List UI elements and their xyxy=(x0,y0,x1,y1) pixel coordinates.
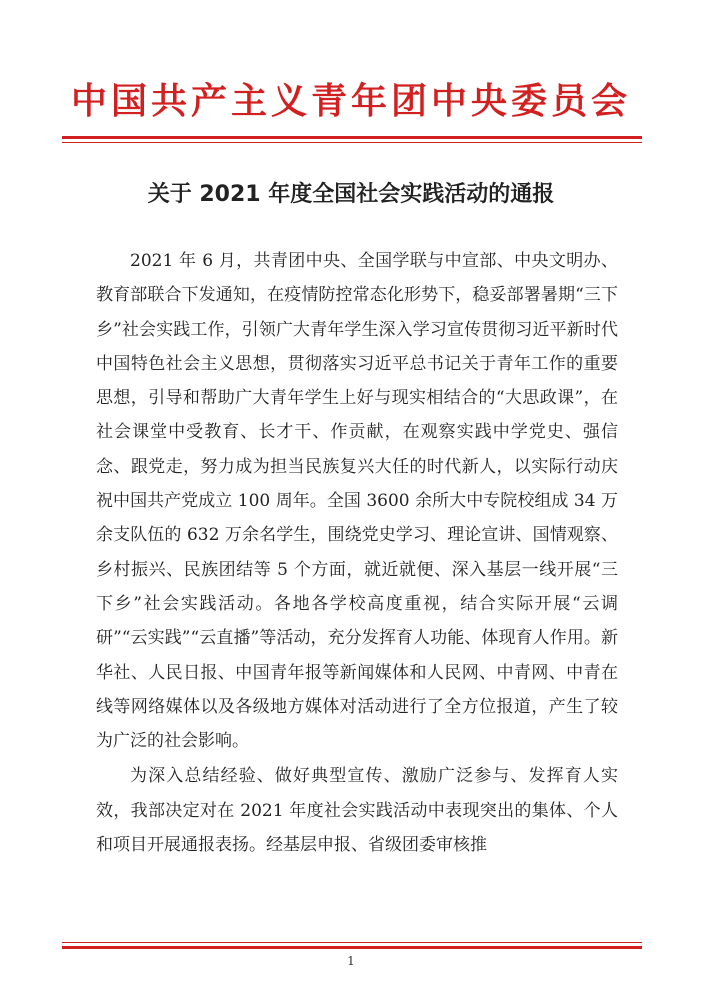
header-rule-thick xyxy=(62,136,642,139)
header-rule-thin xyxy=(62,142,642,143)
document-body xyxy=(96,244,618,863)
body-paragraph-2: 为深入总结经验、做好典型宣传、激励广泛参与、发挥育人实效，我部决定对在 2021 年度社会实践活动中表现突出的集体、个人和项目开展通报表扬。经基层申报、省级团委审核推 xyxy=(96,766,618,856)
document-title: 关于 2021 年度全国社会实践活动的通报 xyxy=(147,182,555,207)
header-organization-title: 中国共产主义青年团中央委员会 xyxy=(70,81,631,122)
footer-rule-thin xyxy=(62,942,642,943)
page-number: 1 xyxy=(347,954,355,968)
body-paragraph-1: 2021 年 6 月，共青团中央、全国学联与中宣部、中央文明办、教育部联合下发通知，在疫情防控常态化形势下，稳妥部署暑期“三下乡”社会实践工作，引领广大青年学生深入学习宣传贯彻习近平新时代中国特色社会主义思想，贯彻落实习近平总书记关于青年工作的重要思想，引导和帮助广大青年学生上好与现实相结合的“大思政课”，在社会课堂中受教育、长才干、作贡献，在观察实践中学党史、强信念、跟党走，努力成为担当民族复兴大任的时代新人，以实际行动庆祝中国共产党成立 100 周年。全国 3600 余所大中专院校组成 34 万余支队伍的 632 万余名学生，围绕党史学习、理论宣讲、国情观察、乡村振兴、民族团结等 5 个方面，就近就便、深入基层一线开展“三下乡”社会实践活动。各地各学校高度重视，结合实际开展“云调研”“云实践”“云直播”等活动，充分发挥育人功能、体现育人作用。新华社、人民日报、中国青年报等新闻媒体和人民网、中青网、中青在线等网络媒体以及各级地方媒体对活动进行了全方位报道，产生了较为广泛的社会影响。 xyxy=(96,251,618,752)
footer-rule-thick xyxy=(62,946,642,949)
